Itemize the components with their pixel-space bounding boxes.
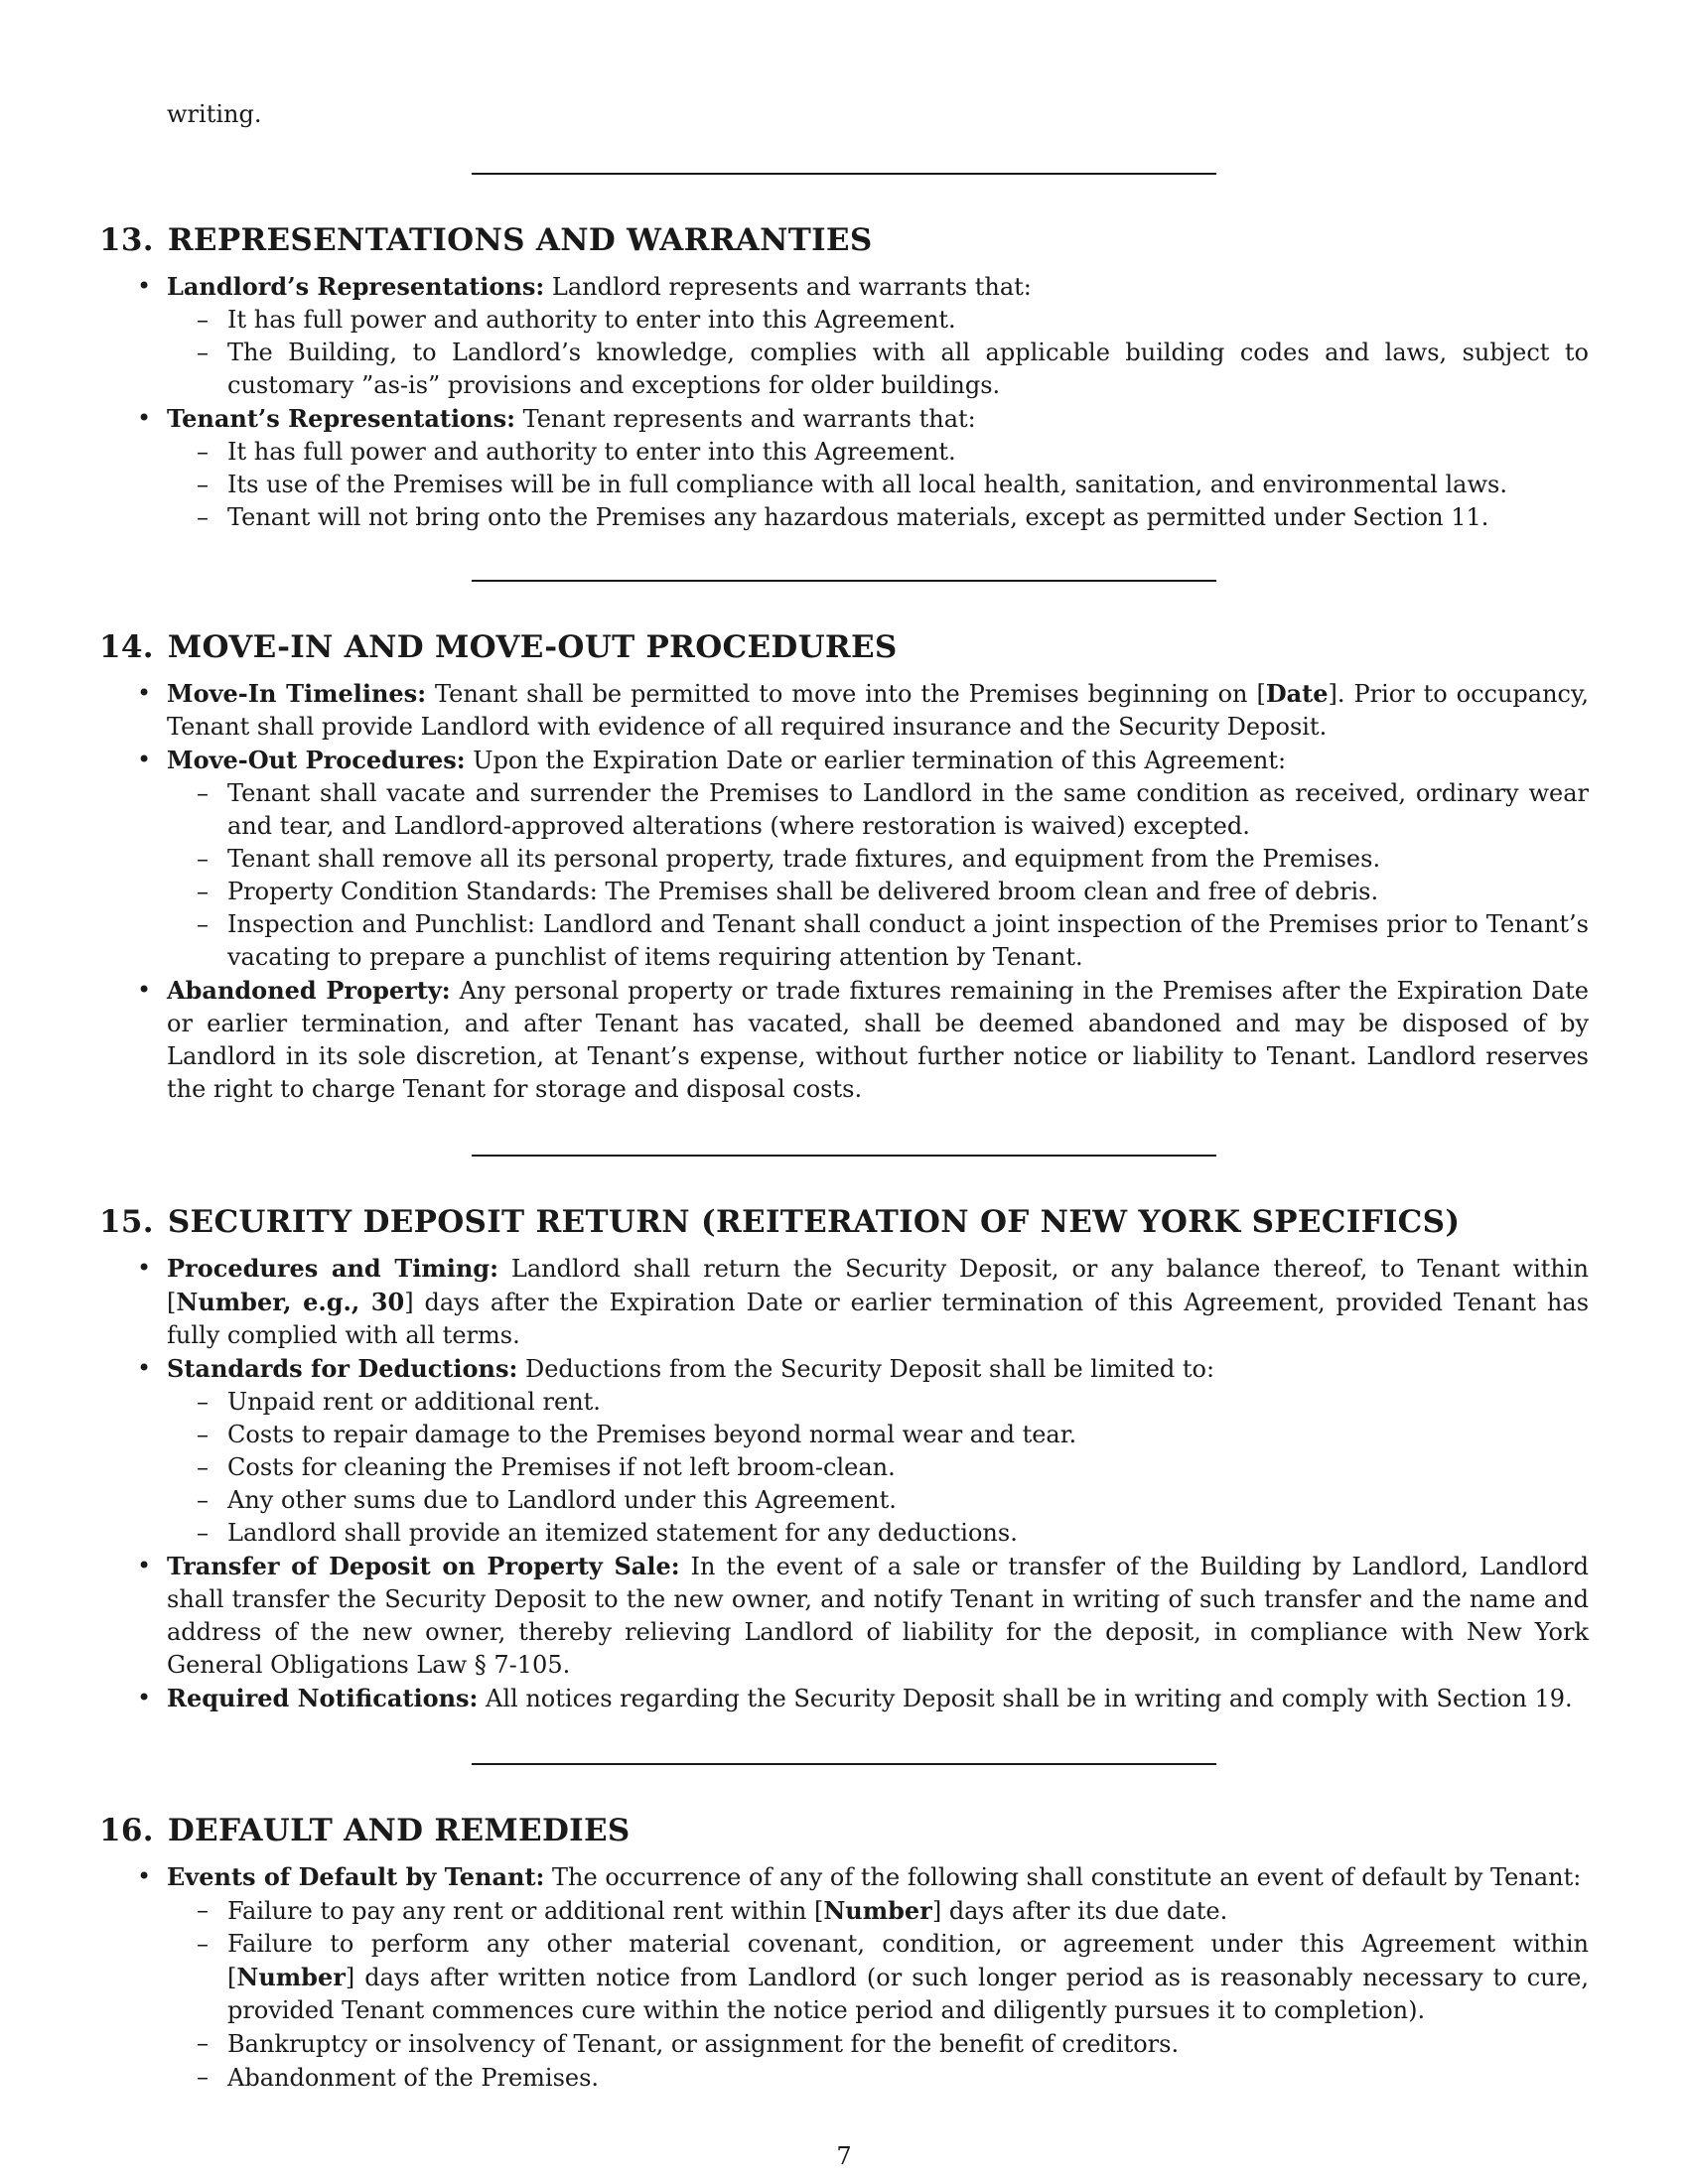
list-item: • Landlord’s Representations: Landlord represents and warrants that: – It has full power and authority to enter into this Agreement. – The Building, to Landlord’s knowledge, complies with all applicable building codes and laws, subject to customary ”as-is” provisions and exceptions for older buildings. <box>99 270 1589 402</box>
list-item: • Transfer of Deposit on Property Sale: In the event of a sale or transfer of the Building by Landlord, Landlord shall transfer the Security Deposit to the new owner, and notify Tenant in writing of such transfer and the name and address of the new owner, thereby relieving Landlord of liability for the deposit, in compliance with New York General Obligations Law § 7-105. <box>99 1550 1589 1682</box>
section-divider <box>472 1155 1216 1157</box>
placeholder-field: Number, e.g., 30 <box>176 1288 405 1316</box>
section-divider <box>472 580 1216 582</box>
list-item: • Move-Out Procedures: Upon the Expiration Date or earlier termination of this Agreement: – Tenant shall vacate and surrender the Premises to Landlord in the same condition as received, ordinary wear and tear, and Landlord-approved alterations (where restoration is waived) excepted. – Tenant shall remove all its personal property, trade fixtures, and equipment from the Premises. – Property Condition Standards: The Premises shall be delivered broom clean and free of debris. – Inspection and Punchlist: Landlord and Tenant shall conduct a joint inspection of the Premises prior to Tenant’s vacating to prepare a punchlist of items requiring attention by Tenant. <box>99 744 1589 974</box>
placeholder-field: Number <box>823 1896 932 1925</box>
sub-list-item: – Costs to repair damage to the Premises beyond normal wear and tear. <box>167 1419 1589 1451</box>
section-heading: 14. MOVE-IN AND MOVE-OUT PROCEDURES <box>99 629 898 665</box>
sub-list-item: – It has full power and authority to enter into this Agreement. <box>167 304 1589 337</box>
sub-list-item: – Tenant shall vacate and surrender the Premises to Landlord in the same condition as received, ordinary wear and tear, and Landlord-approved alterations (where restoration is waived) excepted. <box>167 777 1589 843</box>
sub-list-item: – Unpaid rent or additional rent. <box>167 1386 1589 1419</box>
sub-list-item: – The Building, to Landlord’s knowledge, complies with all applicable building codes and laws, subject to customary ”as-is” provisions and exceptions for older buildings. <box>167 337 1589 402</box>
list-item: • Tenant’s Representations: Tenant represents and warrants that: – It has full power and authority to enter into this Agreement. – Its use of the Premises will be in full compliance with all local health, sanitation, and environmental laws. – Tenant will not bring onto the Premises any hazardous materials, except as permitted under Section 11. <box>99 402 1589 534</box>
section-heading: 13. REPRESENTATIONS AND WARRANTIES <box>99 222 873 258</box>
sub-list-item: – Abandonment of the Premises. <box>167 2061 1589 2095</box>
page-number: 7 <box>836 2142 852 2170</box>
sub-list-item: – Any other sums due to Landlord under this Agreement. <box>167 1484 1589 1517</box>
list-item: • Procedures and Timing: Landlord shall return the Security Deposit, or any balance thereof, to Tenant within [Number, e.g., 30] days after the Expiration Date or earlier termination of this Agreement, provided Tenant has fully complied with all terms. <box>99 1252 1589 1352</box>
bullet-list <box>99 1860 1589 2095</box>
sub-list-item: – Failure to pay any rent or additional rent within [Number] days after its due date. <box>167 1894 1589 1928</box>
list-item: • Move-In Timelines: Tenant shall be permitted to move into the Premises beginning on [Date]. Prior to occupancy, Tenant shall provide Landlord with evidence of all required insurance and the Security Deposit. <box>99 677 1589 744</box>
sub-list-item: – Property Condition Standards: The Premises shall be delivered broom clean and free of debris. <box>167 876 1589 908</box>
bullet-list <box>99 677 1589 1106</box>
sub-list-item: – Inspection and Punchlist: Landlord and Tenant shall conduct a joint inspection of the Premises prior to Tenant’s vacating to prepare a punchlist of items requiring attention by Tenant. <box>167 908 1589 974</box>
section-15 <box>99 1202 1589 1715</box>
sub-list-item: – Failure to perform any other material covenant, condition, or agreement under this Agreement within [Number] days after written notice from Landlord (or such longer period as is reasonably necessary to cure, provided Tenant commences cure within the notice period and diligently pursues it to completion). <box>167 1928 1589 2027</box>
bullet-list <box>99 1252 1589 1715</box>
sub-list-item: – Its use of the Premises will be in full compliance with all local health, sanitation, and environmental laws. <box>167 469 1589 501</box>
placeholder-field: Number <box>236 1963 346 1991</box>
list-item: • Abandoned Property: Any personal property or trade fixtures remaining in the Premises after the Expiration Date or earlier termination, and after Tenant has vacated, shall be deemed abandoned and may be disposed of by Landlord in its sole discretion, at Tenant’s expense, without further notice or liability to Tenant. Landlord reserves the right to charge Tenant for storage and disposal costs. <box>99 974 1589 1106</box>
sub-list-item: – Costs for cleaning the Premises if not left broom-clean. <box>167 1451 1589 1484</box>
bullet-list <box>99 270 1589 534</box>
list-item: • Required Notifications: All notices regarding the Security Deposit shall be in writing and comply with Section 19. <box>99 1682 1589 1715</box>
section-heading: 15. SECURITY DEPOSIT RETURN (REITERATION OF NEW YORK SPECIFICS) <box>99 1204 1461 1240</box>
section-divider <box>472 1763 1216 1765</box>
section-13 <box>99 220 1589 534</box>
sub-list-item: – Landlord shall provide an itemized statement for any deductions. <box>167 1517 1589 1550</box>
list-item: • Standards for Deductions: Deductions from the Security Deposit shall be limited to: – Unpaid rent or additional rent. – Costs to repair damage to the Premises beyond normal wear and tear. – Costs for cleaning the Premises if not left broom-clean. – Any other sums due to Landlord under this Agreement. – Landlord shall provide an itemized statement for any deductions. <box>99 1352 1589 1550</box>
sub-list-item: – It has full power and authority to enter into this Agreement. <box>167 436 1589 469</box>
section-heading: 16. DEFAULT AND REMEDIES <box>99 1813 631 1848</box>
placeholder-field: Date <box>1265 679 1329 708</box>
continuation-text: writing. <box>167 100 262 128</box>
list-item: • Events of Default by Tenant: The occurrence of any of the following shall constitute an event of default by Tenant: – Failure to pay any rent or additional rent within [Number] days after its due date. – Failure to perform any other material covenant, condition, or agreement under this Agreement within [Number] days after written notice from Landlord (or such longer period as is reasonably necessary to cure, provided Tenant commences cure within the notice period and diligently pursues it to completion). – Bankruptcy or insolvency of Tenant, or assignment for the benefit of creditors. – Abandonment of the Premises. <box>99 1860 1589 2095</box>
section-divider <box>472 173 1216 175</box>
sub-list-item: – Tenant will not bring onto the Premises any hazardous materials, except as permitted under Section 11. <box>167 501 1589 534</box>
sub-list-item: – Bankruptcy or insolvency of Tenant, or assignment for the benefit of creditors. <box>167 2027 1589 2061</box>
section-16 <box>99 1811 1589 2095</box>
sub-list-item: – Tenant shall remove all its personal property, trade fixtures, and equipment from the Premises. <box>167 843 1589 876</box>
section-14 <box>99 627 1589 1106</box>
